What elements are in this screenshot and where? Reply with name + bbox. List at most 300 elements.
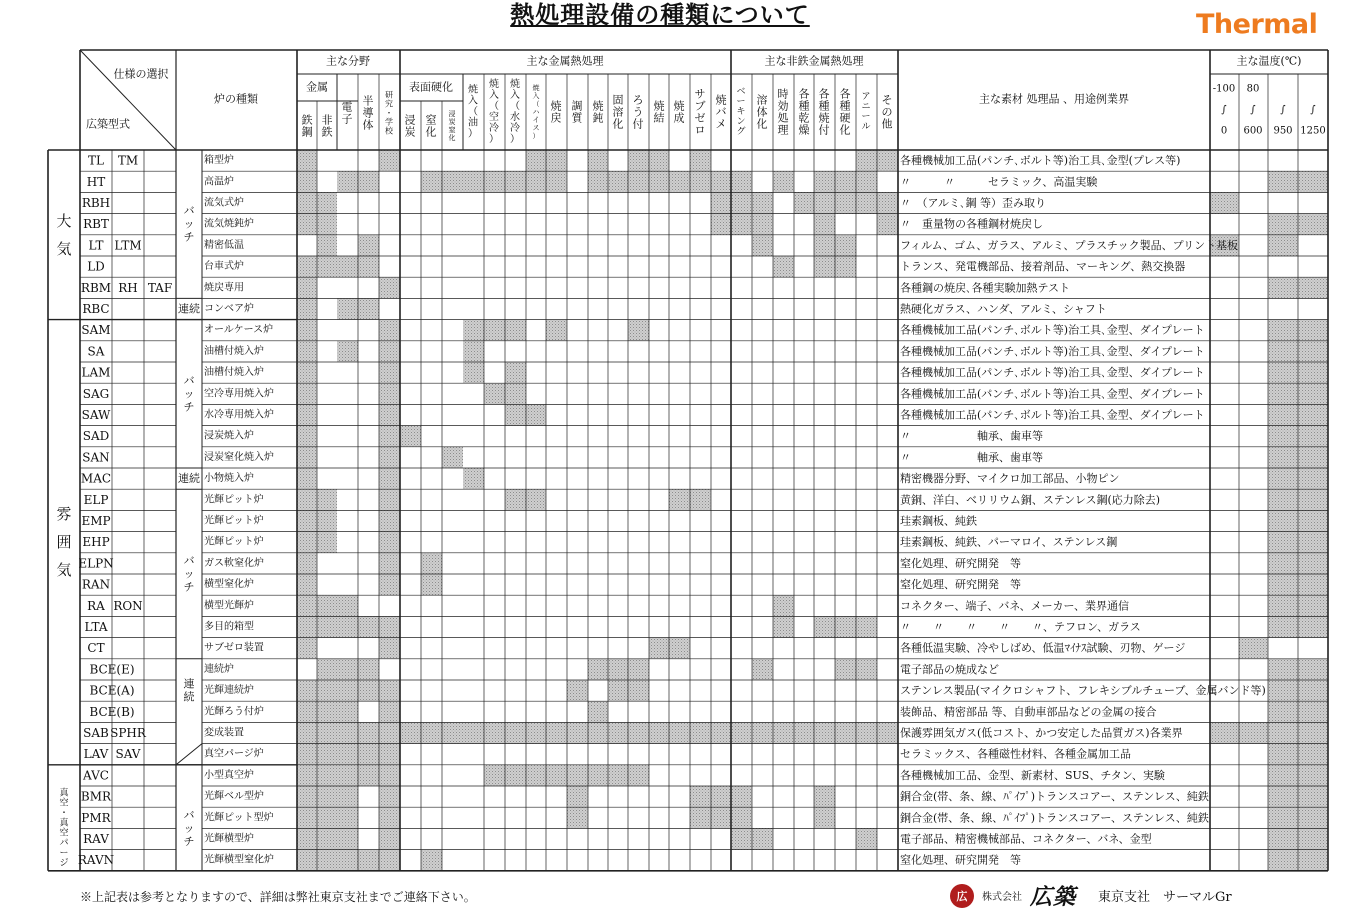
- shaded-cell: [297, 320, 317, 341]
- shaded-cell: [588, 171, 608, 192]
- shaded-cell: [1268, 235, 1298, 256]
- cell-text: 950: [1273, 125, 1293, 137]
- svg-text:成: 成: [673, 111, 685, 125]
- shaded-cell: [752, 722, 773, 743]
- svg-text:入: 入: [468, 95, 478, 107]
- shaded-cell: [1298, 680, 1328, 701]
- application: 電子部品、精密機械部品、コネクター、バネ、金型: [900, 832, 1152, 846]
- shaded-cell: [1268, 807, 1298, 828]
- model-code: TAF: [147, 280, 173, 295]
- shaded-cell: [297, 468, 317, 489]
- shaded-cell: [731, 171, 752, 192]
- shaded-cell: [421, 722, 442, 743]
- furnace-type: オールケース炉: [204, 324, 274, 336]
- shaded-cell: [358, 722, 379, 743]
- shaded-cell: [628, 722, 649, 743]
- cell-text: ∫: [1221, 104, 1227, 116]
- application: 各種機械加工品(パンチ､ボルト等)治工具､金型、ダイプレート: [900, 323, 1205, 337]
- shaded-cell: [731, 807, 752, 828]
- shaded-cell: [379, 362, 400, 383]
- shaded-cell: [297, 447, 317, 468]
- svg-text:浸: 浸: [404, 113, 416, 127]
- model-code: SAW: [81, 408, 111, 422]
- shaded-cell: [731, 214, 752, 235]
- furnace-type: コンベア炉: [204, 303, 254, 315]
- svg-text:空: 空: [59, 828, 69, 839]
- shaded-cell: [297, 722, 317, 743]
- shaded-cell: [317, 532, 337, 553]
- furnace-type: 連続炉: [204, 663, 234, 675]
- shaded-cell: [297, 595, 317, 616]
- shaded-cell: [337, 807, 358, 828]
- application: 窒化処理、研究開発 等: [900, 578, 1021, 592]
- furnace-type: 多目的箱型: [204, 621, 254, 633]
- svg-text:（: （: [489, 101, 499, 112]
- application: 熱硬化ガラス、ハンダ、アルミ、シャフト: [900, 302, 1107, 316]
- shaded-cell: [1298, 383, 1328, 404]
- header-field: 主な分野: [326, 54, 370, 68]
- header-metal-col: [695, 88, 706, 137]
- shaded-cell: [379, 616, 400, 637]
- application: 精密機器分野、マイクロ加工部品、小物ピン: [900, 472, 1120, 486]
- svg-text:ー: ー: [59, 848, 69, 859]
- shaded-cell: [297, 574, 317, 595]
- shaded-cell: [608, 680, 628, 701]
- application: 保護雰囲気ガス(低コスト、かつ安定した品質ガス)各業界: [900, 726, 1183, 740]
- shaded-cell: [297, 553, 317, 574]
- shaded-cell: [1268, 659, 1298, 680]
- shaded-cell: [731, 192, 752, 213]
- header-carbonitride: [449, 109, 456, 142]
- svg-text:結: 結: [653, 111, 665, 125]
- shaded-cell: [1298, 489, 1328, 510]
- shaded-cell: [856, 722, 877, 743]
- shaded-cell: [297, 214, 317, 235]
- application: 黄銅、洋白、ベリリウム銅、ステンレス鋼(応力除去): [900, 493, 1161, 507]
- thermal-logo: Thermal: [1196, 9, 1318, 40]
- svg-text:研: 研: [385, 90, 393, 100]
- application: 珪素鋼板、純鉄、パーマロイ、ステンレス鋼: [900, 535, 1118, 549]
- shaded-cell: [526, 722, 546, 743]
- svg-text:付: 付: [632, 117, 644, 131]
- shaded-cell: [1268, 468, 1298, 489]
- header-nonferrous: [322, 113, 333, 139]
- svg-text:焼: 焼: [510, 79, 520, 90]
- application: 銅合金(帯、条、線、ﾊﾟｲﾌﾟ)トランスコアー、ステンレス、純鉄: [900, 790, 1209, 804]
- shaded-cell: [297, 510, 317, 531]
- shaded-cell: [337, 298, 358, 319]
- shaded-cell: [505, 489, 526, 510]
- shaded-cell: [752, 659, 773, 680]
- shaded-cell: [1298, 701, 1328, 722]
- application: 電子部品の焼成など: [900, 662, 999, 676]
- svg-text:焼: 焼: [468, 84, 478, 96]
- svg-text:（: （: [532, 100, 540, 108]
- shaded-cell: [358, 616, 379, 637]
- shaded-cell: [379, 150, 400, 171]
- svg-text:サ: サ: [694, 87, 706, 101]
- shaded-cell: [814, 192, 835, 213]
- shaded-cell: [317, 256, 337, 277]
- svg-text:バ: バ: [715, 105, 727, 119]
- model-code: LTM: [114, 238, 142, 253]
- shaded-cell: [317, 235, 337, 256]
- shaded-cell: [711, 192, 731, 213]
- header-metal-col: [613, 94, 624, 131]
- furnace-type: 精密低温: [204, 239, 244, 251]
- header-metal-col: [572, 100, 584, 125]
- shaded-cell: [297, 298, 317, 319]
- header-metal-col: [468, 83, 478, 140]
- shaded-cell: [1268, 765, 1298, 786]
- header-furnace: 炉の種類: [214, 92, 258, 106]
- svg-text:イ: イ: [532, 116, 540, 124]
- shaded-cell: [379, 638, 400, 659]
- svg-text:処: 処: [777, 111, 789, 125]
- company-name: 広築: [1030, 884, 1077, 910]
- shaded-cell: [628, 659, 649, 680]
- shaded-cell: [379, 426, 400, 447]
- svg-text:各: 各: [818, 87, 830, 101]
- shaded-cell: [752, 192, 773, 213]
- shaded-cell: [814, 722, 835, 743]
- shaded-cell: [1268, 383, 1298, 404]
- shaded-cell: [1210, 192, 1239, 213]
- shaded-cell: [773, 722, 794, 743]
- shaded-cell: [877, 214, 898, 235]
- shaded-cell: [814, 235, 835, 256]
- application: 装飾品、精密部品 等、自動車部品などの金属の接合: [900, 705, 1157, 719]
- svg-text:時: 時: [777, 87, 789, 101]
- svg-text:化: 化: [756, 117, 768, 131]
- furnace-type: 光輝ピット型炉: [204, 812, 274, 824]
- header-nonferrous-col: [778, 87, 789, 137]
- shaded-cell: [711, 171, 731, 192]
- application: トランス、発電機部品、接着剤品、マーキング、熱交換器: [900, 260, 1186, 274]
- svg-text:バ: バ: [183, 374, 195, 388]
- svg-text:焼: 焼: [592, 99, 604, 113]
- application: 窒化処理、研究開発 等: [900, 853, 1021, 867]
- svg-text:固: 固: [612, 93, 624, 107]
- shaded-cell: [773, 256, 794, 277]
- svg-text:バ: バ: [183, 204, 195, 218]
- shaded-cell: [337, 765, 358, 786]
- shaded-cell: [297, 638, 317, 659]
- svg-text:雰: 雰: [56, 505, 72, 524]
- shaded-cell: [337, 595, 358, 616]
- svg-text:焼: 焼: [715, 93, 727, 107]
- shaded-cell: [484, 722, 505, 743]
- shaded-cell: [463, 341, 484, 362]
- application: 各種機械加工品、金型、新素材、SUS、チタン、実験: [900, 768, 1165, 782]
- shaded-cell: [1298, 850, 1328, 871]
- shaded-cell: [379, 765, 400, 786]
- furnace-type: 光輝連続炉: [204, 685, 254, 697]
- shaded-cell: [379, 701, 400, 722]
- svg-text:炭: 炭: [448, 118, 456, 126]
- shaded-cell: [297, 341, 317, 362]
- model-code: TL: [88, 153, 104, 168]
- svg-text:鉄: 鉄: [321, 125, 333, 139]
- shaded-cell: [526, 489, 546, 510]
- svg-text:体: 体: [362, 118, 374, 132]
- shaded-cell: [877, 192, 898, 213]
- header-nitride: [426, 113, 437, 139]
- svg-text:調: 調: [571, 99, 583, 113]
- model-code: LT: [88, 238, 104, 253]
- shaded-cell: [379, 828, 400, 849]
- shaded-cell: [856, 192, 877, 213]
- svg-text:化: 化: [839, 123, 851, 137]
- shaded-cell: [297, 680, 317, 701]
- furnace-type: 箱型炉: [204, 155, 234, 167]
- shaded-cell: [379, 468, 400, 489]
- model-code: LAV: [83, 747, 109, 762]
- shaded-cell: [484, 765, 505, 786]
- header-metal-col: [489, 77, 499, 145]
- svg-text:囲: 囲: [56, 533, 72, 552]
- shaded-cell: [669, 722, 690, 743]
- shaded-cell: [1298, 214, 1328, 235]
- shaded-cell: [337, 341, 358, 362]
- model-code: RH: [118, 280, 138, 295]
- shaded-cell: [297, 765, 317, 786]
- shaded-cell: [317, 192, 337, 213]
- shaded-cell: [835, 235, 856, 256]
- svg-text:種: 種: [818, 99, 830, 113]
- svg-text:油: 油: [468, 117, 478, 129]
- shaded-cell: [442, 447, 463, 468]
- shaded-cell: [588, 659, 608, 680]
- shaded-cell: [835, 192, 856, 213]
- svg-text:効: 効: [777, 99, 789, 113]
- shaded-cell: [794, 722, 814, 743]
- shaded-cell: [1298, 447, 1328, 468]
- shaded-cell: [297, 362, 317, 383]
- model-code: SAM: [81, 323, 111, 338]
- shaded-cell: [711, 722, 731, 743]
- ops-label: 連続: [178, 472, 200, 486]
- shaded-cell: [608, 171, 628, 192]
- shaded-cell: [690, 171, 711, 192]
- shaded-cell: [588, 765, 608, 786]
- shaded-cell: [814, 256, 835, 277]
- header-nonferrous-col: [882, 94, 893, 131]
- shaded-cell: [337, 256, 358, 277]
- model-code: AVC: [83, 768, 109, 783]
- ops-label: [184, 809, 195, 848]
- shaded-cell: [317, 214, 337, 235]
- svg-text:各: 各: [839, 87, 851, 101]
- shaded-cell: [1298, 341, 1328, 362]
- svg-text:ロ: ロ: [694, 123, 706, 137]
- svg-text:う: う: [632, 105, 644, 119]
- shaded-cell: [297, 786, 317, 807]
- shaded-cell: [505, 404, 526, 425]
- shaded-cell: [526, 171, 546, 192]
- furnace-type: 変成装置: [204, 727, 244, 739]
- shaded-cell: [400, 426, 421, 447]
- shaded-cell: [317, 489, 337, 510]
- shaded-cell: [649, 722, 669, 743]
- cell-text: 80: [1246, 83, 1260, 95]
- model-code: SAD: [82, 429, 110, 444]
- shaded-cell: [1298, 553, 1328, 574]
- header-iron: [302, 113, 313, 139]
- furnace-type: 光輝ろう付炉: [204, 706, 264, 718]
- shaded-cell: [669, 638, 690, 659]
- shaded-cell: [608, 722, 628, 743]
- shaded-cell: [567, 722, 588, 743]
- company-kk: 株式会社: [982, 892, 1022, 903]
- shaded-cell: [628, 150, 649, 171]
- shaded-cell: [588, 701, 608, 722]
- svg-text:理: 理: [777, 123, 789, 137]
- furnace-type: 流気焼鈍炉: [204, 218, 254, 230]
- company-branch: 東京支社 サーマルGr: [1098, 890, 1232, 905]
- shaded-cell: [337, 616, 358, 637]
- furnace-type: 真空パージ炉: [204, 748, 264, 760]
- shaded-cell: [463, 362, 484, 383]
- header-metal-heat: 主な金属熱処理: [526, 54, 604, 68]
- shaded-cell: [1268, 553, 1298, 574]
- shaded-cell: [608, 659, 628, 680]
- svg-text:種: 種: [798, 99, 810, 113]
- shaded-cell: [379, 383, 400, 404]
- shaded-cell: [752, 828, 773, 849]
- shaded-cell: [379, 722, 400, 743]
- shaded-cell: [505, 765, 526, 786]
- svg-text:窒: 窒: [448, 126, 456, 134]
- shaded-cell: [567, 765, 588, 786]
- svg-text:各: 各: [798, 87, 810, 101]
- application: 各種機械加工品(パンチ､ボルト等)治工具､金型、ダイプレート: [900, 408, 1205, 422]
- shaded-cell: [1298, 404, 1328, 425]
- application: 各種機械加工品(パンチ､ボルト等)治工具､金型(プレス等): [900, 154, 1181, 168]
- page-title: 熱処理設備の種類について: [510, 0, 810, 29]
- shaded-cell: [526, 404, 546, 425]
- cell-text: 1250: [1300, 125, 1326, 137]
- svg-text:キ: キ: [736, 107, 746, 117]
- application: 各種低温実験、冷やしばめ、低温ﾏｲﾅｽ試験、刃物、ゲージ: [900, 641, 1186, 655]
- svg-text:ろ: ろ: [632, 93, 644, 107]
- model-code: RBM: [80, 280, 112, 295]
- svg-text:チ: チ: [183, 400, 195, 414]
- application: 各種機械加工品(パンチ､ボルト等)治工具､金型、ダイプレート: [900, 387, 1205, 401]
- shaded-cell: [835, 722, 856, 743]
- shaded-cell: [773, 171, 794, 192]
- svg-text:真: 真: [59, 788, 69, 799]
- shaded-cell: [526, 150, 546, 171]
- svg-text:ブ: ブ: [694, 99, 706, 113]
- shaded-cell: [379, 341, 400, 362]
- furnace-type: 油槽付焼入炉: [204, 345, 264, 357]
- shaded-cell: [337, 744, 358, 765]
- svg-text:焼: 焼: [818, 111, 830, 125]
- shaded-cell: [297, 850, 317, 871]
- application: 各種鋼の焼戻､各種実験加熱テスト: [900, 281, 1071, 295]
- shaded-cell: [690, 150, 711, 171]
- shaded-cell: [317, 744, 337, 765]
- shaded-cell: [1239, 722, 1268, 743]
- shaded-cell: [337, 786, 358, 807]
- shaded-cell: [379, 277, 400, 298]
- shaded-cell: [421, 574, 442, 595]
- shaded-cell: [358, 765, 379, 786]
- svg-text:ア: ア: [861, 92, 871, 102]
- svg-text:入: 入: [510, 90, 520, 101]
- furnace-type: 小物焼入炉: [204, 473, 254, 485]
- shaded-cell: [358, 850, 379, 871]
- model-code: SAG: [82, 386, 110, 401]
- group-label: [56, 212, 71, 258]
- furnace-type: サブゼロ装置: [204, 642, 264, 654]
- cell-text: ∫: [1310, 104, 1316, 116]
- shaded-cell: [546, 765, 567, 786]
- shaded-cell: [297, 532, 317, 553]
- shaded-cell: [317, 616, 337, 637]
- shaded-cell: [337, 722, 358, 743]
- svg-text:）: ）: [468, 128, 478, 140]
- header-metal-col: [551, 99, 562, 125]
- application: 窒化処理、研究開発 等: [900, 556, 1021, 570]
- shaded-cell: [297, 277, 317, 298]
- shaded-cell: [567, 807, 588, 828]
- shaded-cell: [1298, 320, 1328, 341]
- model-code: CT: [87, 641, 105, 656]
- model-code: BCE(A): [89, 683, 135, 698]
- svg-text:ス: ス: [532, 124, 540, 132]
- application: 〃 〃 セラミック、高温実験: [900, 175, 1098, 189]
- shaded-cell: [1268, 574, 1298, 595]
- svg-text:冷: 冷: [489, 123, 499, 134]
- svg-text:そ: そ: [881, 93, 893, 107]
- shaded-cell: [297, 828, 317, 849]
- application: 〃 （アルミ､鋼 等）歪み取り: [900, 196, 1047, 210]
- shaded-cell: [505, 320, 526, 341]
- shaded-cell: [1298, 659, 1328, 680]
- svg-text:校: 校: [385, 126, 393, 136]
- shaded-cell: [773, 595, 794, 616]
- svg-text:ン: ン: [736, 117, 746, 127]
- furnace-type: 空冷専用焼入炉: [204, 388, 274, 400]
- shaded-cell: [379, 807, 400, 828]
- shaded-cell: [379, 786, 400, 807]
- company-info: [950, 880, 1232, 911]
- model-code: TM: [117, 153, 139, 168]
- furnace-type: 横型窒化炉: [204, 579, 254, 591]
- shaded-cell: [649, 171, 669, 192]
- shaded-cell: [1268, 362, 1298, 383]
- shaded-cell: [317, 807, 337, 828]
- svg-text:大: 大: [56, 211, 72, 230]
- shaded-cell: [337, 701, 358, 722]
- shaded-cell: [856, 659, 877, 680]
- model-code: ELPN: [78, 556, 114, 571]
- shaded-cell: [835, 616, 856, 637]
- shaded-cell: [1298, 807, 1328, 828]
- svg-text:質: 質: [571, 111, 583, 125]
- model-code: ELP: [83, 492, 109, 507]
- shaded-cell: [628, 320, 649, 341]
- shaded-cell: [297, 807, 317, 828]
- application: 銅合金(帯、条、線、ﾊﾟｲﾌﾟ)トランスコアー、ステンレス、純鉄: [900, 811, 1209, 825]
- shaded-cell: [835, 256, 856, 277]
- shaded-cell: [317, 850, 337, 871]
- shaded-cell: [358, 680, 379, 701]
- header-semiconductor: [363, 94, 374, 132]
- application: セラミックス、各種磁性材料、各種金属加工品: [900, 747, 1131, 761]
